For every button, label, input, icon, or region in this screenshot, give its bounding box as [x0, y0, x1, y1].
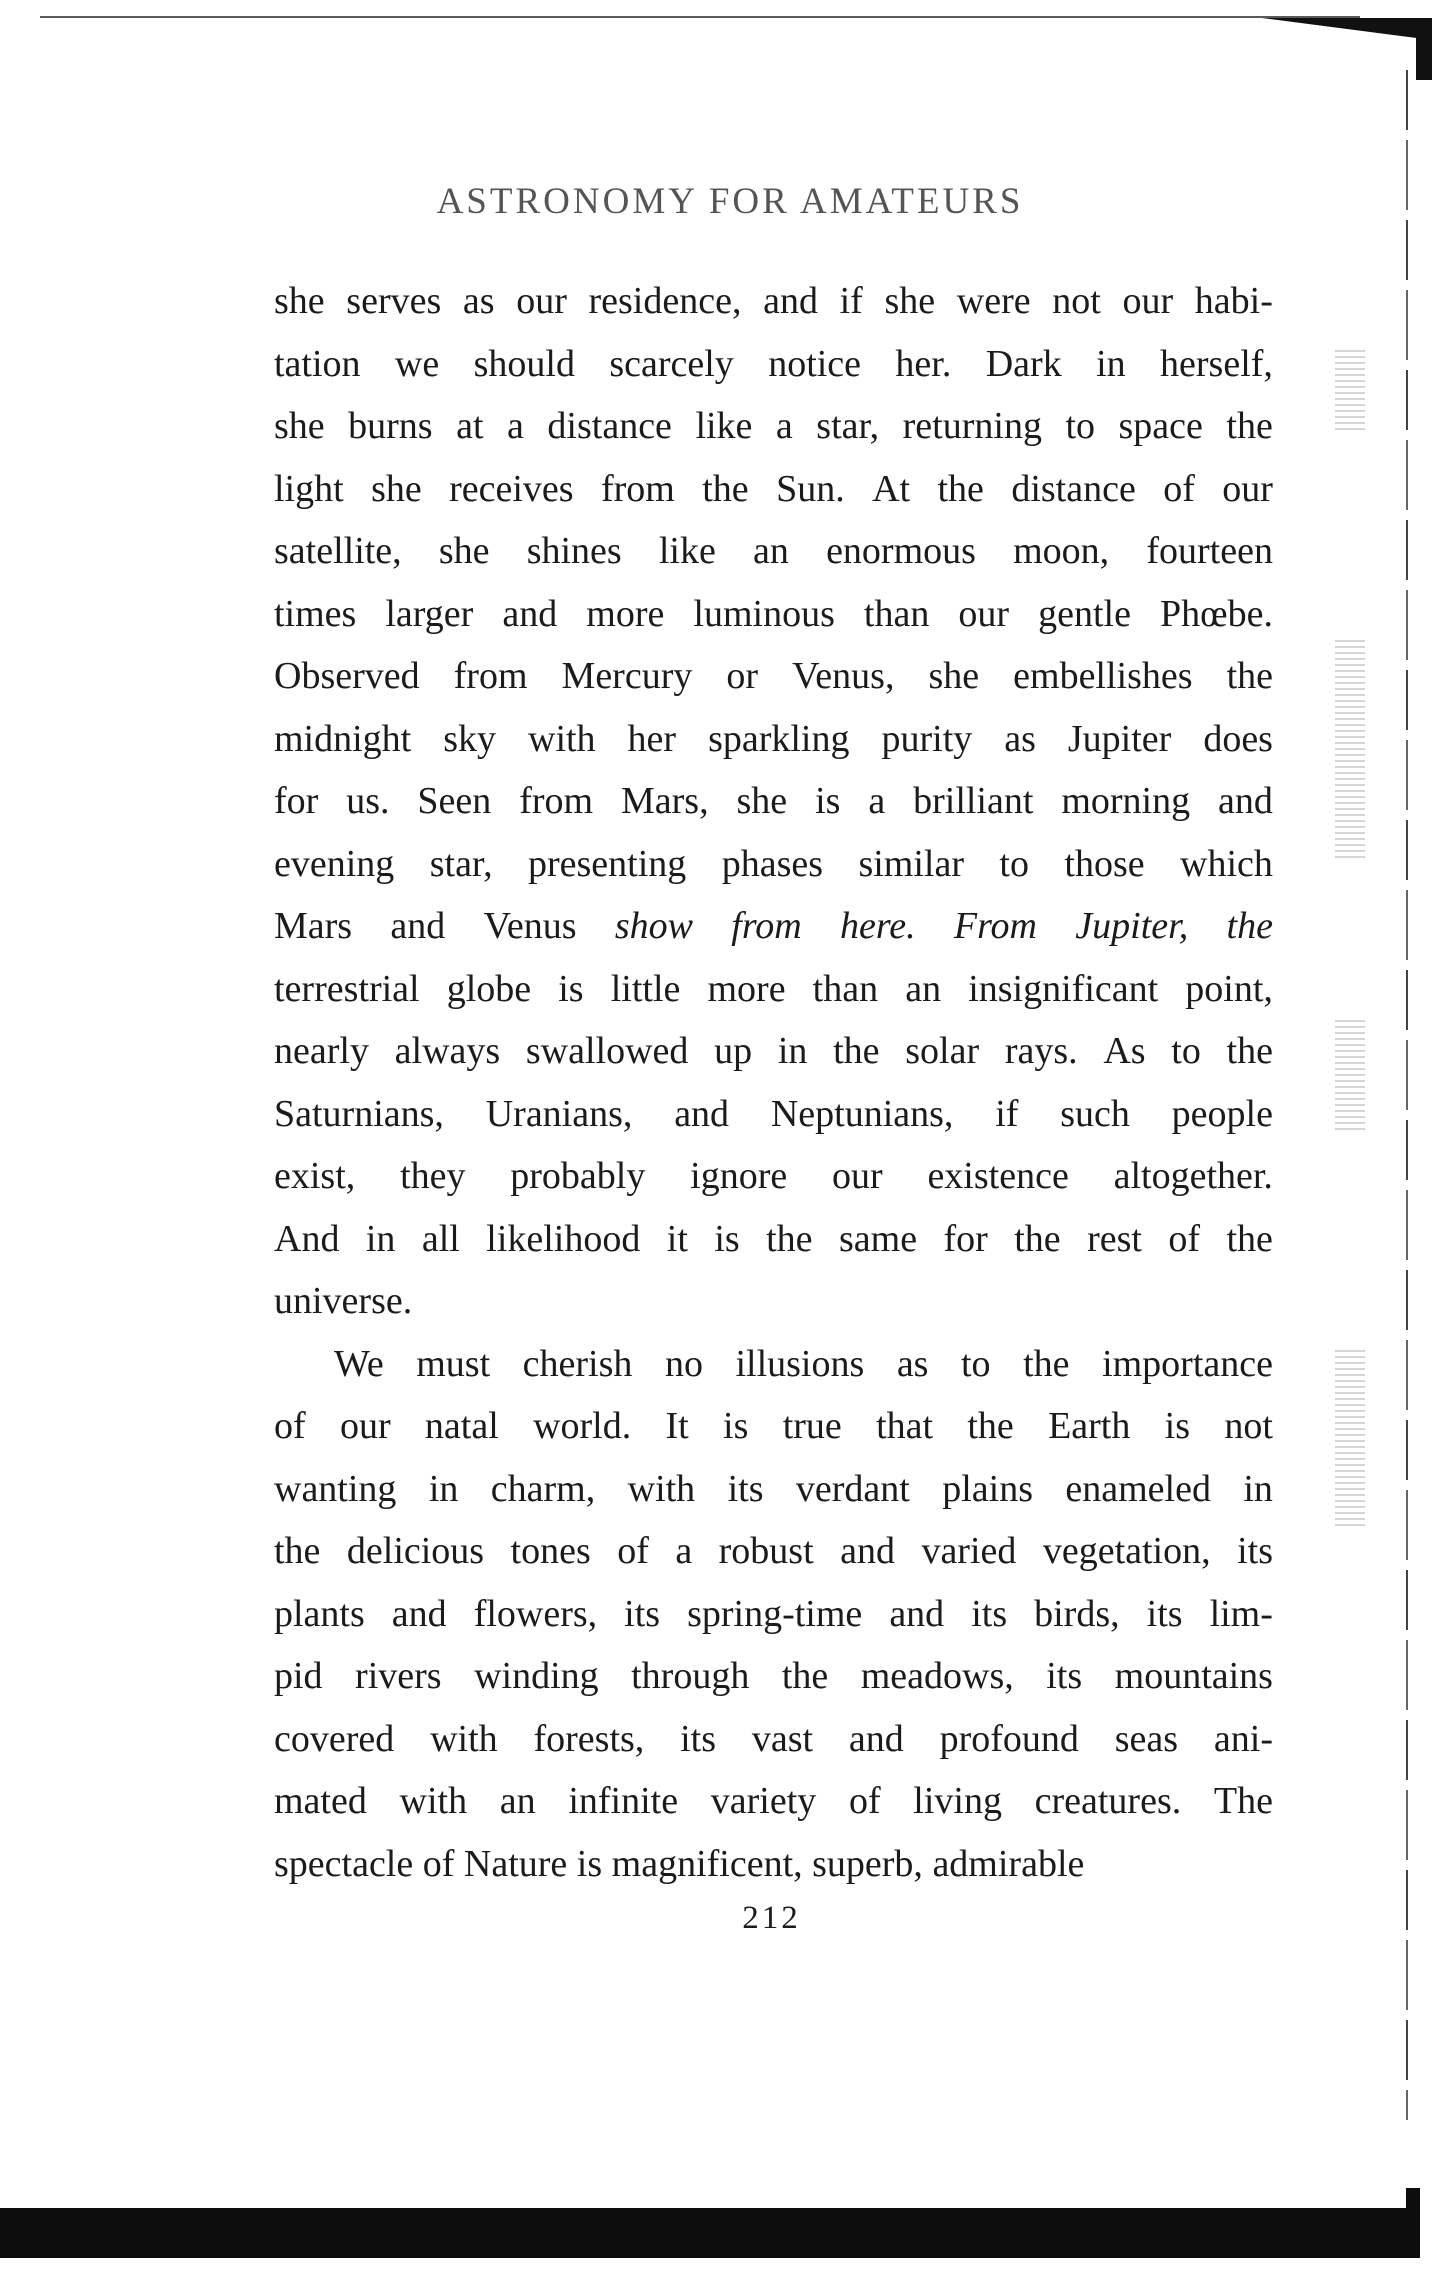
text-line: exist, they probably ignore our existence altogether.: [274, 1155, 1273, 1197]
text-line: spectacle of Nature is magnificent, superb, admirable: [274, 1842, 1085, 1885]
text-line: Saturnians, Uranians, and Neptunians, if such people: [274, 1092, 1273, 1135]
text-line: she burns at a distance like a star, returning to space the: [274, 405, 1273, 447]
text-line: plants and flowers, its spring-time and its birds, its lim-: [274, 1592, 1273, 1635]
text-line: the delicious tones of a robust and varied vegetation, its: [274, 1530, 1273, 1572]
scan-corner-block: [1416, 18, 1432, 80]
text-line: pid rivers winding through the meadows, its mountains: [274, 1655, 1273, 1697]
text-line: evening star, presenting phases similar to those which: [274, 842, 1273, 885]
text-line: satellite, she shines like an enormous moon, fourteen: [274, 530, 1273, 572]
text-line: midnight sky with her sparkling purity as Jupiter does: [274, 717, 1273, 760]
scan-speckle: [1335, 1020, 1365, 1130]
text-line: terrestrial globe is little more than an insignificant point,: [274, 967, 1273, 1010]
scan-speckle: [1335, 1350, 1365, 1530]
running-head: ASTRONOMY FOR AMATEURS: [436, 181, 1024, 222]
page-number: 212: [742, 1900, 801, 1936]
scan-bottom-bar: [0, 2208, 1412, 2258]
scan-corner-shadow: [1262, 18, 1432, 40]
scan-speckle: [1335, 640, 1365, 860]
scan-right-edge: [1406, 70, 1408, 2120]
text-line: wanting in charm, with its verdant plains enameled in: [274, 1467, 1273, 1510]
text-line: covered with forests, its vast and profound seas ani-: [274, 1717, 1273, 1760]
scan-speckle: [1335, 350, 1365, 430]
body-text: [274, 270, 1273, 1895]
text-line: light she receives from the Sun. At the distance of our: [274, 467, 1273, 510]
text-line: she serves as our residence, and if she were not our habi-: [274, 280, 1273, 322]
text-line: And in all likelihood it is the same for the rest of the: [274, 1217, 1273, 1260]
text-line: nearly always swallowed up in the solar rays. As to the: [274, 1030, 1273, 1072]
text-line: mated with an infinite variety of living creatures. The: [274, 1780, 1273, 1822]
text-line: universe.: [274, 1280, 413, 1322]
text-line: tation we should scarcely notice her. Dark in herself,: [274, 342, 1273, 385]
text-line: We must cherish no illusions as to the importance: [334, 1342, 1273, 1385]
text-line: for us. Seen from Mars, she is a brilliant morning and: [274, 780, 1273, 822]
text-line: Mars and Venus show from here. From Jupiter, the: [274, 905, 1273, 947]
text-line: times larger and more luminous than our gentle Phœbe.: [274, 592, 1273, 635]
scan-top-rule: [40, 16, 1360, 18]
text-line: Observed from Mercury or Venus, she embellishes the: [274, 655, 1273, 697]
text-line: of our natal world. It is true that the Earth is not: [274, 1405, 1273, 1447]
